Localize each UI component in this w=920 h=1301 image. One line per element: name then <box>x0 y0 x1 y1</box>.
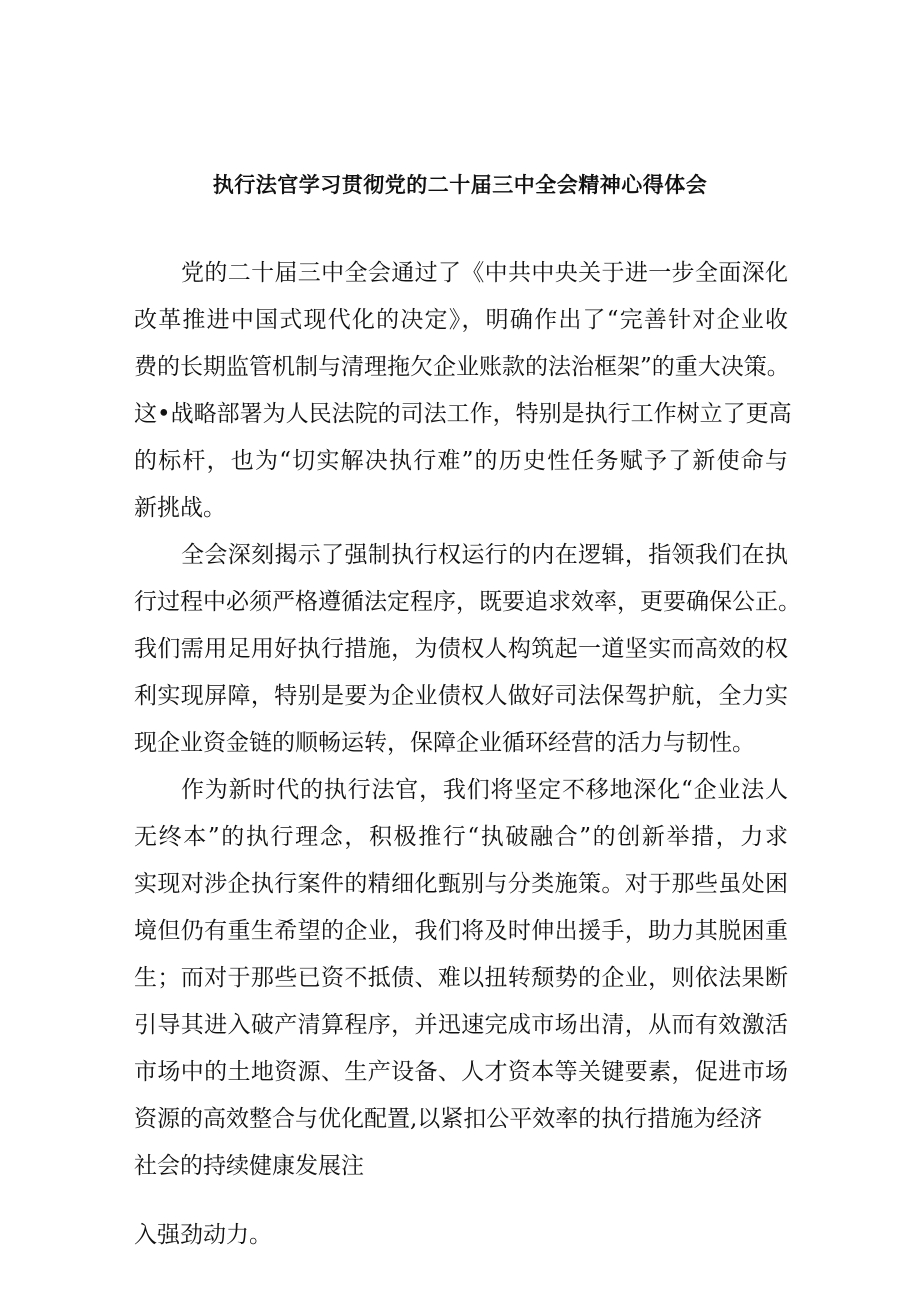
paragraph-2-line-1: 全会深刻揭示了强制执行权运行的内在逻辑，指领我们在执 <box>181 542 788 568</box>
paragraph-3-line-10: 入强劲动力。 <box>134 1222 272 1248</box>
paragraph-2-line-4: 利实现屏障，特别是要为企业债权人做好司法保驾护航，全力实 <box>134 683 788 709</box>
paragraph-3-line-2: 无终本”的执行理念，积极推行“执破融合”的创新举措，力求 <box>134 824 788 850</box>
paragraph-1-line-4: 这•战略部署为人民法院的司法工作，特别是执行工作树立了更高 <box>134 401 792 427</box>
paragraph-1-line-2: 改革推进中国式现代化的决定》，明确作出了“完善针对企业收 <box>134 307 788 333</box>
paragraph-3-line-3: 实现对涉企执行案件的精细化甄别与分类施策。对于那些虽处困 <box>134 871 788 897</box>
paragraph-1-line-5: 的标杆，也为“切实解决执行难”的历史性任务赋予了新使命与 <box>134 448 788 474</box>
paragraph-2-line-5: 现企业资金链的顺畅运转，保障企业循环经营的活力与韧性。 <box>134 730 755 756</box>
paragraph-3-line-5: 生；而对于那些已资不抵债、难以扭转颓势的企业，则依法果断 <box>134 965 788 991</box>
paragraph-1-line-3: 费的长期监管机制与清理拖欠企业账款的法治框架”的重大决策。 <box>134 354 790 380</box>
paragraph-3-line-9: 社会的持续健康发展注 <box>134 1153 364 1179</box>
paragraph-3-line-8: 资源的高效整合与优化配置,以紧扣公平效率的执行措施为经济 <box>134 1106 763 1132</box>
document-title: 执行法官学习贯彻党的二十届三中全会精神心得体会 <box>212 173 708 197</box>
paragraph-3-line-7: 市场中的土地资源、生产设备、人才资本等关键要素，促进市场 <box>134 1059 788 1085</box>
paragraph-3-line-4: 境但仍有重生希望的企业，我们将及时伸出援手，助力其脱困重 <box>134 918 788 944</box>
paragraph-1-line-1: 党的二十届三中全会通过了《中共中央关于进一步全面深化 <box>181 260 788 286</box>
paragraph-3-line-1: 作为新时代的执行法官，我们将坚定不移地深化“企业法人 <box>181 777 788 803</box>
paragraph-1-line-6: 新挑战。 <box>134 495 226 521</box>
paragraph-2-line-3: 我们需用足用好执行措施，为债权人构筑起一道坚实而高效的权 <box>134 636 788 662</box>
paragraph-3-line-6: 引导其进入破产清算程序，并迅速完成市场出清，从而有效激活 <box>134 1012 788 1038</box>
paragraph-2-line-2: 行过程中必须严格遵循法定程序，既要追求效率，更要确保公正。 <box>134 589 801 615</box>
